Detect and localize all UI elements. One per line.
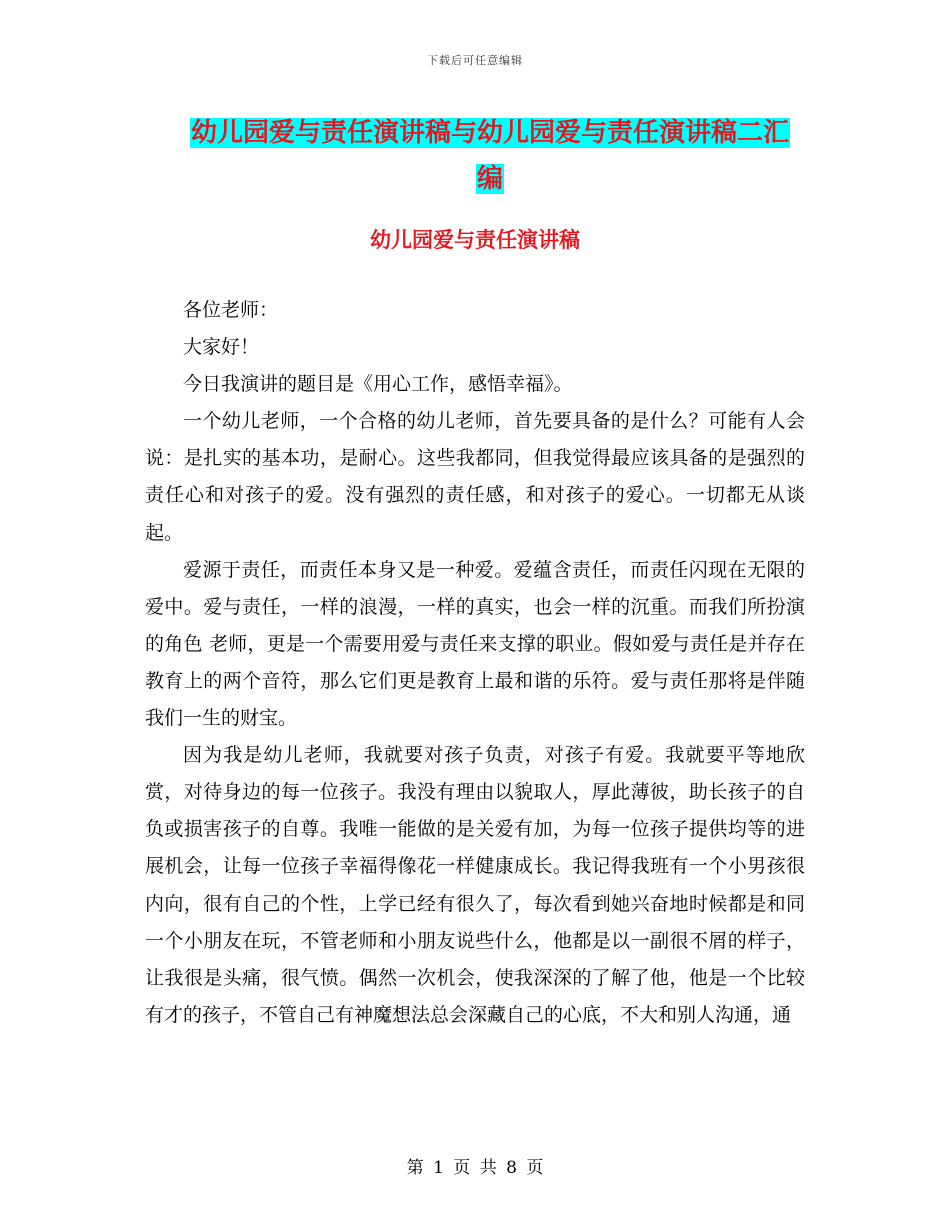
document-body (145, 292, 805, 1034)
paragraph: 爱源于责任，而责任本身又是一种爱。爱蕴含责任，而责任闪现在无限的爱中。爱与责任，一样的浪漫，一样的真实，也会一样的沉重。而我们所扮演的角色 老师，更是一个需要用爱与责任来支撑的职业。假如爱与责任是并存在教育上的两个音符，那么它们更是教育上最和谐的乐符。爱与责任那将是伴随我们一生的财宝。 (145, 558, 805, 730)
paragraph-greeting: 大家好！ (183, 336, 260, 359)
section-title: 幼儿园爱与责任演讲稿 (370, 228, 580, 252)
paragraph-salutation: 各位老师： (183, 299, 279, 321)
document-title (140, 110, 840, 202)
page-footer: 第 1 页 共 8 页 (406, 1158, 544, 1178)
paragraph: 一个幼儿老师，一个合格的幼儿老师，首先要具备的是什么？可能有人会说：是扎实的基本功，是耐心。这些我都同，但我觉得最应该具备的是强烈的责任心和对孩子的爱。没有强烈的责任感，和对孩子的爱心。一切都无从谈起。 (145, 410, 805, 544)
document-title-line-2: 编 (476, 164, 503, 194)
document-title-line-1: 幼儿园爱与责任演讲稿与幼儿园爱与责任演讲稿二汇 (190, 118, 789, 148)
paragraph: 因为我是幼儿老师，我就要对孩子负责，对孩子有爱。我就要平等地欣赏，对待身边的每一位孩子。我没有理由以貌取人，厚此薄彼，助长孩子的自负或损害孩子的自尊。我唯一能做的是关爱有加，为每一位孩子提供均等的进展机会，让每一位孩子幸福得像花一样健康成长。我记得我班有一个小男孩很内向，很有自己的个性，上学已经有很久了，每次看到她兴奋地时候都是和同一个小朋友在玩，不管老师和小朋友说些什么，他都是以一副很不屑的样子，让我很是头痛，很气愤。偶然一次机会，使我深深的了解了他，他是一个比较有才的孩子，不管自己有神魔想法总会深藏自己的心底，不大和别人沟通，通 (145, 744, 805, 1026)
paragraph-topic: 今日我演讲的题目是《用心工作，感悟幸福》。 (183, 373, 573, 396)
header-note: 下载后可任意编辑 (427, 54, 523, 67)
